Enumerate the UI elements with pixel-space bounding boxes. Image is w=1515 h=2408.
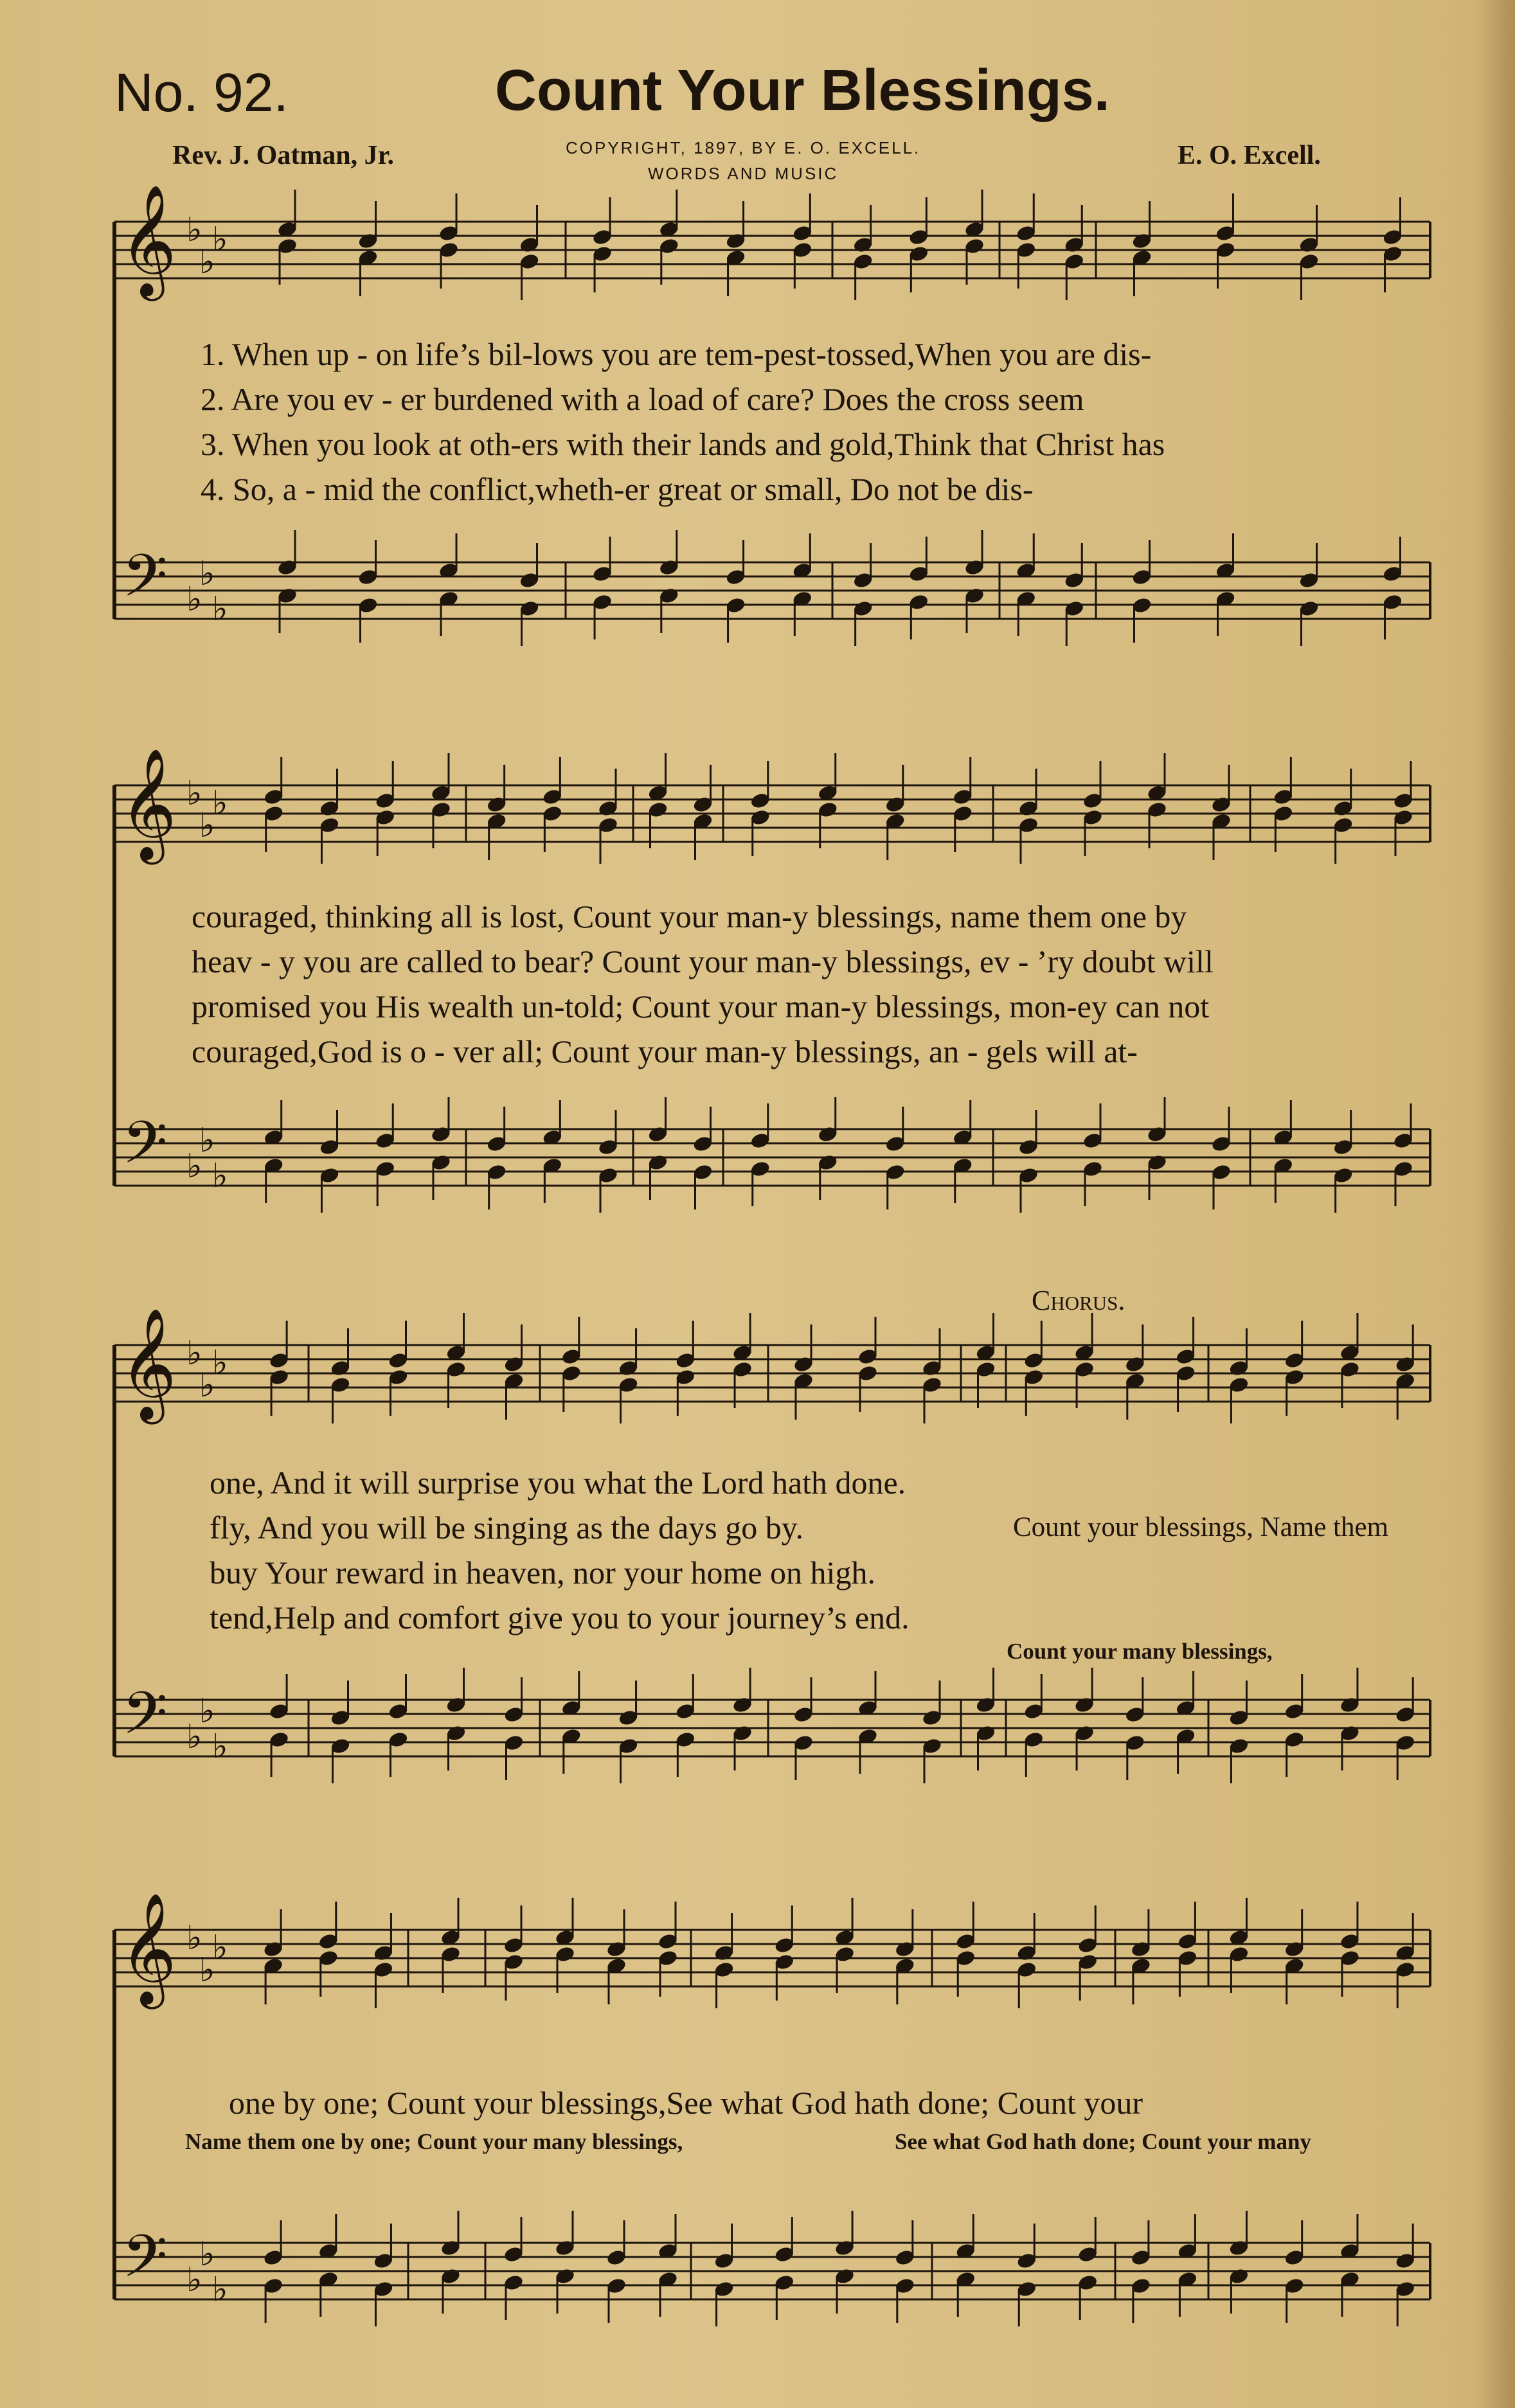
treble-clef-icon: 𝄞 <box>120 1308 177 1420</box>
alto-lyric: See what God hath done; Count your many <box>895 2129 1311 2154</box>
verse-line: 1. When up - on life’s bil-lows you are tem-pest-tossed,When you are dis- <box>201 336 1152 372</box>
flat-sign-icon: ♭ <box>212 220 228 259</box>
hymn-number: No. 92. <box>114 62 289 123</box>
bass-clef-icon: 𝄢 <box>122 542 168 624</box>
flat-sign-icon: ♭ <box>186 580 202 619</box>
chorus-inline-lyric: Count your blessings, Name them <box>1013 1512 1389 1542</box>
verse-line: couraged,God is o - ver all; Count your man-y blessings, an - gels will at- <box>192 1033 1138 1069</box>
flat-sign-icon: ♭ <box>199 1951 215 1990</box>
verse-line: 4. So, a - mid the conflict,wheth-er great or small, Do not be dis- <box>201 471 1034 507</box>
flat-sign-icon: ♭ <box>199 243 215 281</box>
flat-sign-icon: ♭ <box>186 1718 202 1756</box>
flat-sign-icon: ♭ <box>186 1334 202 1373</box>
flat-sign-icon: ♭ <box>186 1147 202 1186</box>
flat-sign-icon: ♭ <box>186 1919 202 1958</box>
hymn-title: Count Your Blessings. <box>495 58 1110 123</box>
flat-sign-icon: ♭ <box>186 2261 202 2299</box>
verse-line: 3. When you look at oth-ers with their lands and gold,Think that Christ has <box>201 426 1165 462</box>
bass-cue-lyric: Count your many blessings, <box>1007 1639 1273 1664</box>
treble-clef-icon: 𝄞 <box>120 1893 177 2004</box>
verse-line: fly, And you will be singing as the days go by. <box>210 1510 803 1546</box>
flat-sign-icon: ♭ <box>199 555 215 593</box>
words-and-music-line: WORDS AND MUSIC <box>647 164 839 183</box>
flat-sign-icon: ♭ <box>212 1344 228 1382</box>
flat-sign-icon: ♭ <box>212 590 228 629</box>
flat-sign-icon: ♭ <box>212 1727 228 1766</box>
flat-sign-icon: ♭ <box>199 807 215 845</box>
flat-sign-icon: ♭ <box>199 1692 215 1731</box>
flat-sign-icon: ♭ <box>199 1366 215 1405</box>
flat-sign-icon: ♭ <box>212 784 228 823</box>
copyright-notice <box>566 135 920 186</box>
flat-sign-icon: ♭ <box>212 1929 228 1967</box>
hymn-author: Rev. J. Oatman, Jr. <box>172 141 394 170</box>
verse-line: tend,Help and comfort give you to your journey’s end. <box>210 1600 910 1636</box>
flat-sign-icon: ♭ <box>212 1157 228 1195</box>
bass-clef-icon: 𝄢 <box>122 1109 168 1191</box>
verse-line: promised you His wealth un-told; Count your man-y blessings, mon-ey can not <box>192 988 1210 1024</box>
hymn-composer: E. O. Excell. <box>1178 141 1321 170</box>
flat-sign-icon: ♭ <box>186 774 202 813</box>
copyright-line: COPYRIGHT, 1897, BY E. O. EXCELL. <box>566 138 921 157</box>
bass-clef-icon: 𝄢 <box>122 2222 168 2305</box>
flat-sign-icon: ♭ <box>212 2270 228 2309</box>
bass-clef-icon: 𝄢 <box>122 1679 168 1761</box>
verse-line: buy Your reward in heaven, nor your home on high. <box>210 1555 875 1591</box>
treble-clef-icon: 𝄞 <box>120 748 177 860</box>
flat-sign-icon: ♭ <box>199 2235 215 2274</box>
flat-sign-icon: ♭ <box>186 211 202 249</box>
flat-sign-icon: ♭ <box>199 1121 215 1160</box>
verse-line: one, And it will surprise you what the Lord hath done. <box>210 1465 906 1501</box>
verse-line: heav - y you are called to bear? Count your man-y blessings, ev - ’ry doubt will <box>192 943 1214 979</box>
alto-lyric: Name them one by one; Count your many blessings, <box>185 2129 683 2154</box>
verse-line: couraged, thinking all is lost, Count your man-y blessings, name them one by <box>192 898 1187 934</box>
treble-clef-icon: 𝄞 <box>120 184 177 296</box>
chorus-label: Chorus. <box>1032 1285 1125 1316</box>
verse-line: 2. Are you ev - er burdened with a load of care? Does the cross seem <box>201 381 1084 417</box>
chorus-line: one by one; Count your blessings,See what God hath done; Count your <box>229 2085 1143 2121</box>
